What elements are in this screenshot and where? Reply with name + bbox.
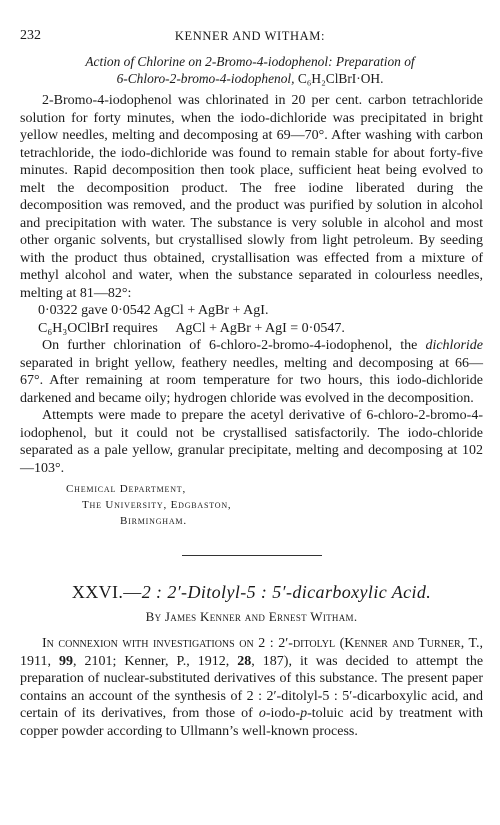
institution-address (66, 481, 483, 529)
intro-part-2: , 2101; Kenner, P., 1912, (73, 653, 230, 669)
analysis-requirement (20, 320, 483, 338)
intro-part-7: -toluic acid by treatment with copper powder according to Ullmann’s well-known process. (20, 706, 483, 739)
section-title-line2 (20, 70, 480, 87)
intro-para: p (300, 706, 308, 721)
p2-dichloride: dichloride (425, 338, 483, 353)
intro-ortho: o (258, 706, 266, 721)
section-title (20, 53, 480, 87)
address-city: Birmingham. (120, 515, 187, 527)
section-title-compound: 6-Chloro-2-bromo-4-iodophenol, (116, 71, 295, 86)
running-title: KENNER AND WITHAM: (174, 29, 326, 43)
intro-part-5: -iodo- (265, 706, 301, 721)
p2-start: On further chlorination of 6-chloro-2-bromo-4-iodophenol, the (42, 338, 418, 353)
analysis-formula: C₆H₃OClBrI requires (38, 320, 158, 336)
intro-part-3: , 187), it was decided to attempt the preparation of nuclear-substituted derivatives of this substance. The present paper contains an account of the synthesis of 2 : 2′-ditolyl-5 : 5′-dicarboxylic acid, and certain of its derivatives, from those of (20, 653, 484, 721)
paragraph-acetyl-attempt: Attempts were made to prepare the acetyl derivative of 6-chloro-2-bromo-4-iodophenol, but it could not be crystallised satisfactorily. The iodo-chloride separated as a pale yellow, granular precipitate, melting and decomposing at 102—103°. (20, 408, 483, 476)
paragraph-introduction (20, 635, 483, 740)
analysis-required-value: AgCl + AgBr + AgI = 0·0547. (175, 320, 345, 336)
section-divider (182, 555, 322, 556)
paragraph-further-chlorination (20, 337, 483, 407)
section-title-line1: Action of Chlorine on 2-Bromo-4-iodophenol: Preparation of (85, 54, 415, 69)
address-department: Chemical Department, (66, 483, 187, 495)
article-title-text: 2 : 2′-Ditolyl-5 : 5′-dicarboxylic Acid. (141, 582, 432, 602)
article-body (20, 92, 483, 740)
intro-part-1: In connexion with investigations on 2 : 2′-ditolyl (Kenner and Turner, T., 1911, (20, 636, 483, 669)
page-header (20, 28, 480, 46)
address-university: The University, Edgbaston, (82, 499, 232, 511)
article-title (20, 584, 483, 602)
p2-rest: separated in bright yellow, feathery needles, melting and decomposing at 66—67°. After remaining at room temperature for two hours, this iodo-dichloride darkened and became oily; hydrogen chloride was evolved in the decomposition. (20, 355, 483, 406)
article-number: XXVI.— (71, 582, 142, 602)
intro-volume-2: 28 (237, 653, 252, 669)
section-formula: C₆H₂ClBrI·OH. (297, 71, 384, 86)
article-authors: By James Kenner and Ernest Witham. (145, 608, 358, 624)
analysis-result: 0·0322 gave 0·0542 AgCl + AgBr + AgI. (38, 303, 269, 318)
paragraph-chlorination: 2-Bromo-4-iodophenol was chlorinated in 20 per cent. carbon tetrachloride solution for forty minutes, when the iodo-dichloride was precipitated in bright yellow needles, melting and decomposing at 69—70°. After washing with carbon tetrachloride, the iodo-dichloride was found to remain stable for about forty-five minutes. Rapid decomposition then took place, sufficient heat being evolved to melt the decomposition product. The free iodine liberated during the decomposition was removed, and the product was purified by solution in alcohol and precipitation with water. The substance is very soluble in alcohol and most other organic solvents, but crystallised slowly from light petroleum. By seeding with the product thus obtained, crystallisation was effected from a mixture of methyl alcohol and water, when the substance separated in colourless needles, melting at 81—82°: (20, 93, 483, 301)
intro-volume-1: 99 (59, 653, 73, 669)
page-number: 232 (20, 28, 41, 43)
